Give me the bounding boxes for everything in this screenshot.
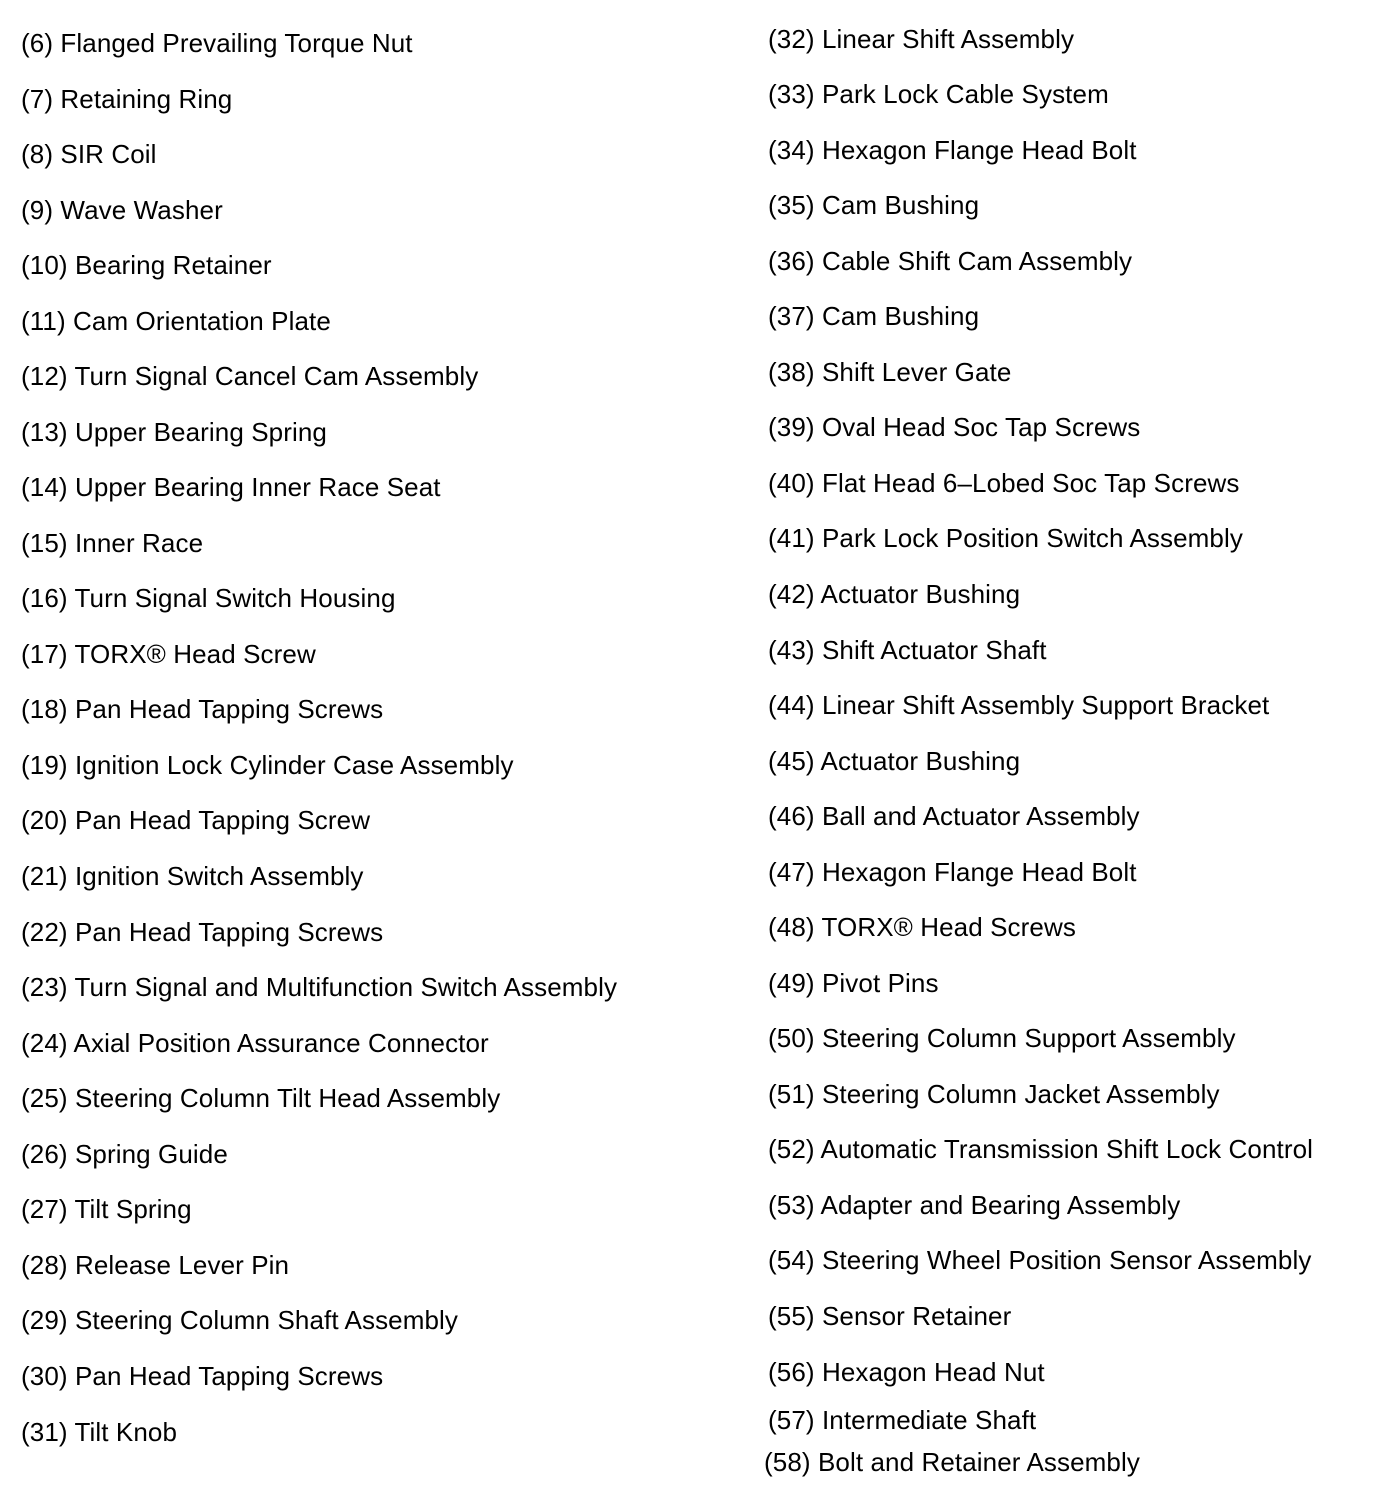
parts-legend-item: (29) Steering Column Shaft Assembly	[21, 1305, 459, 1335]
parts-legend-item: (20) Pan Head Tapping Screw	[21, 805, 371, 835]
parts-legend-item: (13) Upper Bearing Spring	[21, 417, 327, 447]
parts-legend-item: (22) Pan Head Tapping Screws	[21, 917, 384, 947]
parts-legend-item: (33) Park Lock Cable System	[768, 79, 1109, 109]
parts-legend-item: (17) TORX® Head Screw	[21, 639, 316, 669]
parts-legend-item: (42) Actuator Bushing	[768, 579, 1021, 609]
parts-legend-item: (10) Bearing Retainer	[21, 250, 272, 280]
parts-legend-item: (47) Hexagon Flange Head Bolt	[768, 857, 1137, 887]
parts-legend-item: (18) Pan Head Tapping Screws	[21, 694, 384, 724]
parts-legend-item: (43) Shift Actuator Shaft	[768, 635, 1047, 665]
parts-legend-item: (21) Ignition Switch Assembly	[21, 861, 364, 891]
parts-legend-item: (30) Pan Head Tapping Screws	[21, 1361, 384, 1391]
parts-legend-item: (44) Linear Shift Assembly Support Bracket	[768, 690, 1270, 720]
parts-legend-item: (15) Inner Race	[21, 528, 204, 558]
parts-legend-item: (11) Cam Orientation Plate	[21, 306, 331, 336]
parts-legend-item: (53) Adapter and Bearing Assembly	[768, 1190, 1181, 1220]
parts-legend-item: (9) Wave Washer	[21, 195, 223, 225]
parts-legend-item: (6) Flanged Prevailing Torque Nut	[21, 28, 413, 58]
parts-legend-item: (8) SIR Coil	[21, 139, 157, 169]
parts-legend-item: (57) Intermediate Shaft	[768, 1405, 1037, 1435]
parts-legend-item: (49) Pivot Pins	[768, 968, 939, 998]
parts-legend-item: (45) Actuator Bushing	[768, 746, 1021, 776]
parts-legend-item: (34) Hexagon Flange Head Bolt	[768, 135, 1137, 165]
parts-legend-item: (38) Shift Lever Gate	[768, 357, 1012, 387]
parts-legend-item: (28) Release Lever Pin	[21, 1250, 290, 1280]
parts-legend-item: (54) Steering Wheel Position Sensor Assembly	[768, 1245, 1312, 1275]
parts-legend-item: (27) Tilt Spring	[21, 1194, 192, 1224]
parts-legend-item: (37) Cam Bushing	[768, 301, 980, 331]
parts-legend-item: (36) Cable Shift Cam Assembly	[768, 246, 1133, 276]
parts-legend-item: (23) Turn Signal and Multifunction Switch Assembly	[21, 972, 618, 1002]
parts-legend-item: (51) Steering Column Jacket Assembly	[768, 1079, 1220, 1109]
parts-legend-item: (16) Turn Signal Switch Housing	[21, 583, 396, 613]
parts-legend-item: (14) Upper Bearing Inner Race Seat	[21, 472, 441, 502]
parts-legend-item: (32) Linear Shift Assembly	[768, 24, 1075, 54]
parts-legend-item: (50) Steering Column Support Assembly	[768, 1023, 1236, 1053]
parts-legend-item: (26) Spring Guide	[21, 1139, 228, 1169]
parts-legend-item: (41) Park Lock Position Switch Assembly	[768, 523, 1243, 553]
parts-legend-item: (52) Automatic Transmission Shift Lock Control	[768, 1134, 1314, 1164]
parts-legend-item: (7) Retaining Ring	[21, 84, 233, 114]
parts-legend-item: (40) Flat Head 6–Lobed Soc Tap Screws	[768, 468, 1240, 498]
parts-legend-item: (31) Tilt Knob	[21, 1417, 178, 1447]
parts-legend-item: (48) TORX® Head Screws	[768, 912, 1076, 942]
parts-legend-item: (12) Turn Signal Cancel Cam Assembly	[21, 361, 479, 391]
parts-legend-item: (39) Oval Head Soc Tap Screws	[768, 412, 1141, 442]
parts-legend-item: (56) Hexagon Head Nut	[768, 1357, 1045, 1387]
parts-legend-item: (35) Cam Bushing	[768, 190, 980, 220]
parts-legend-item: (24) Axial Position Assurance Connector	[21, 1028, 489, 1058]
parts-legend-item: (46) Ball and Actuator Assembly	[768, 801, 1140, 831]
parts-legend-item: (25) Steering Column Tilt Head Assembly	[21, 1083, 501, 1113]
parts-legend-item: (19) Ignition Lock Cylinder Case Assembly	[21, 750, 514, 780]
parts-legend-item: (58) Bolt and Retainer Assembly	[764, 1447, 1140, 1477]
parts-legend-item: (55) Sensor Retainer	[768, 1301, 1012, 1331]
